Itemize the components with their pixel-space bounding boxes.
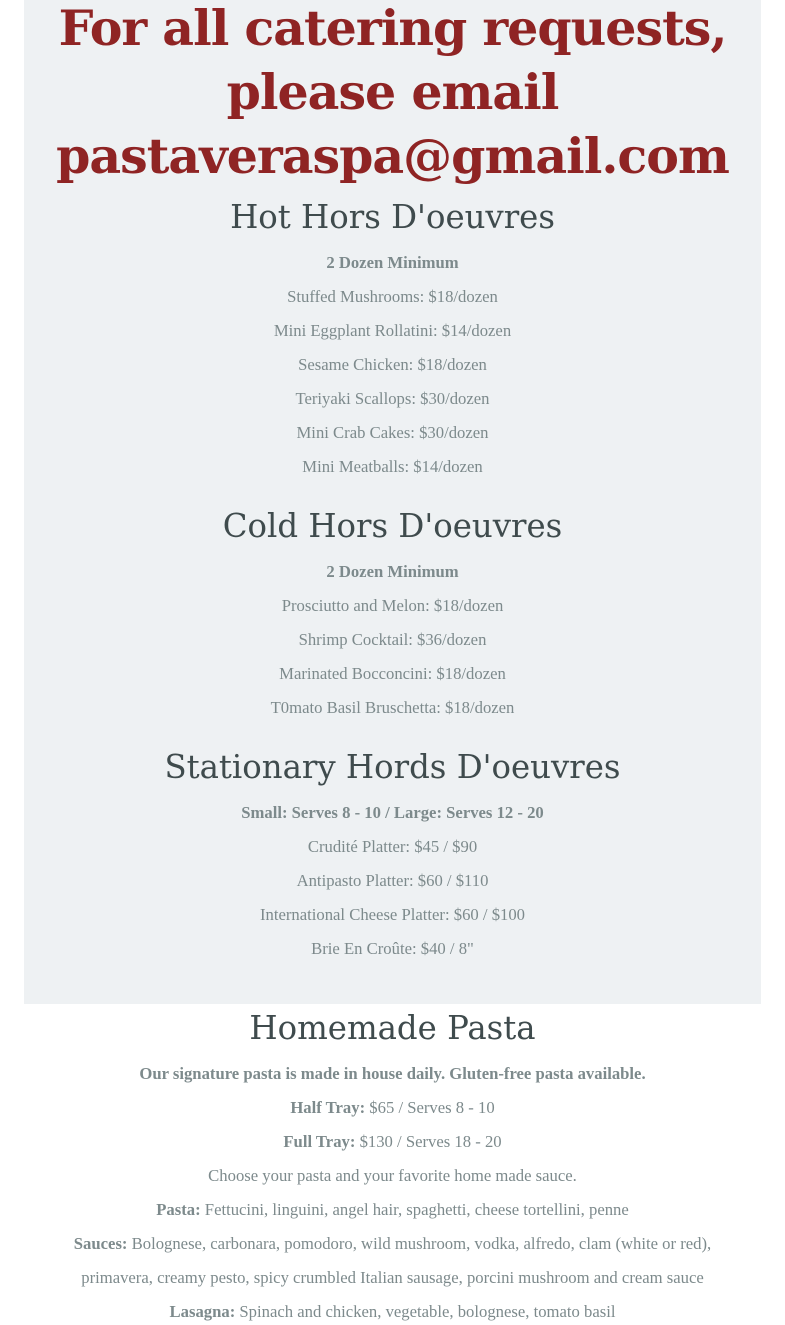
stationary-size-note: Small: Serves 8 - 10 / Large: Serves 12 - 20 — [241, 803, 544, 822]
full-tray-label: Full Tray: — [283, 1132, 356, 1151]
lasagna-text: Spinach and chicken, vegetable, bolognese, tomato basil — [235, 1302, 616, 1321]
hot-item: Mini Meatballs: $14/dozen — [302, 457, 483, 476]
cold-minimum-note: 2 Dozen Minimum — [326, 562, 459, 581]
stationary-item: International Cheese Platter: $60 / $100 — [259, 905, 526, 924]
cold-section-title: Cold Hors D'oeuvres — [222, 507, 563, 545]
full-tray-line — [0, 1131, 785, 1153]
banner-line-2: please email — [226, 63, 559, 121]
hot-item: Mini Crab Cakes: $30/dozen — [296, 423, 489, 442]
full-tray-text: $130 / Serves 18 - 20 — [355, 1132, 502, 1151]
cold-item: T0mato Basil Bruschetta: $18/dozen — [270, 698, 515, 717]
lasagna-label: Lasagna: — [169, 1302, 236, 1321]
pasta-intro-note: Our signature pasta is made in house daily. Gluten-free pasta available. — [139, 1064, 646, 1083]
stationary-item: Antipasto Platter: $60 / $110 — [296, 871, 489, 890]
stationary-section-title: Stationary Hords D'oeuvres — [164, 748, 621, 786]
pasta-section-title: Homemade Pasta — [249, 1009, 536, 1047]
choose-text: Choose your pasta and your favorite home made sauce. — [208, 1166, 577, 1185]
pasta-types-text: Fettucini, linguini, angel hair, spaghetti, cheese tortellini, penne — [200, 1200, 629, 1219]
half-tray-text: $65 / Serves 8 - 10 — [365, 1098, 495, 1117]
half-tray-label: Half Tray: — [290, 1098, 366, 1117]
cold-item: Prosciutto and Melon: $18/dozen — [281, 596, 504, 615]
hot-minimum-note: 2 Dozen Minimum — [326, 253, 459, 272]
sauces-text: Bolognese, carbonara, pomodoro, wild mushroom, vodka, alfredo, clam (white or red), — [127, 1234, 712, 1253]
pasta-types-line — [0, 1199, 785, 1221]
pasta-types-label: Pasta: — [156, 1200, 201, 1219]
cold-item: Shrimp Cocktail: $36/dozen — [298, 630, 487, 649]
cold-item: Marinated Bocconcini: $18/dozen — [279, 664, 506, 683]
hot-item: Stuffed Mushrooms: $18/dozen — [287, 287, 498, 306]
banner-email[interactable]: pastaveraspa@gmail.com — [56, 127, 729, 185]
banner-line-1: For all catering requests, — [58, 0, 727, 57]
sauces-line — [0, 1233, 785, 1255]
stationary-item: Brie En Croûte: $40 / 8" — [311, 939, 474, 958]
lasagna-line — [0, 1301, 785, 1323]
hot-item: Teriyaki Scallops: $30/dozen — [295, 389, 490, 408]
sauces-line-continued: primavera, creamy pesto, spicy crumbled Italian sausage, porcini mushroom and cream sauce — [81, 1268, 704, 1287]
hot-section-title: Hot Hors D'oeuvres — [230, 198, 555, 236]
sauces-label: Sauces: — [73, 1234, 128, 1253]
stationary-item: Crudité Platter: $45 / $90 — [307, 837, 478, 856]
half-tray-line — [0, 1097, 785, 1119]
hot-item: Mini Eggplant Rollatini: $14/dozen — [273, 321, 512, 340]
hot-item: Sesame Chicken: $18/dozen — [298, 355, 487, 374]
